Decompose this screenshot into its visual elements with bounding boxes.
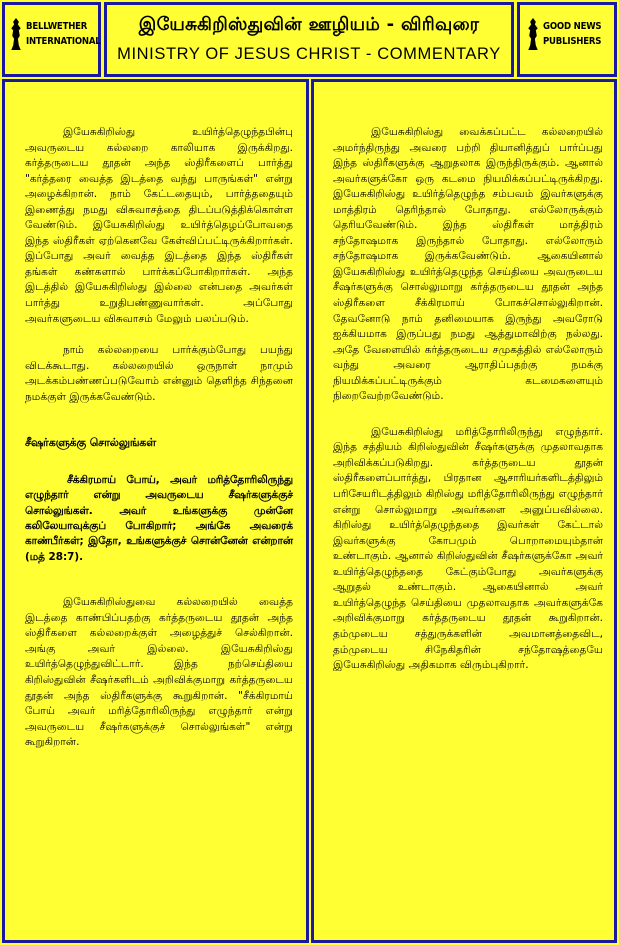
right-paragraph-2: இயேசுகிறிஸ்து மரித்தோரிலிருந்து எழுந்தார். இந்த சத்தியம் கிறிஸ்துவின் சீஷர்களுக்கு முதலாவதாக அறிவிக்கப்படுகிறது. கர்த்தருடைய தூதன் ஸ்திரீகளைப்பார்த்து, பிரதான ஆசாரியர்களிடத்திலும் பரிசேயரிடத்திலும் கிறிஸ்து மரித்தோரிலிருந்து எழுந்தார் என்று சொல்லுமாறு அவர்களை அனுப்பவில்லை. கிறிஸ்து உயிர்த்தெழுந்ததை இவர்கள் கேட்டால் இவர்களுக்கு கோபமும் பொறாமையும்தான் உண்டாகும். ஆனால் கிறிஸ்துவின் சீஷர்களுக்கோ அவர் உயிர்த்தெழுந்ததை கேட்கும்போது அவர்களுக்கு ஆறுதல் உண்டாகும். ஆகையினால் அவர் உயிர்த்தெழுந்த செய்தியை முதலாவதாக அவர்களுக்கே அறிவிக்குமாறு கர்த்தருடைய தூதன் கூறுகிறான். தம்முடைய சத்துருக்களின் அவமானத்தைவிட, தம்முடைய சிநேகிதரின் சந்தோஷத்தையே இயேசுகிறிஸ்து அதிகமாக விரும்புகிறார். [333, 425, 603, 672]
good-news-logo [526, 17, 601, 51]
right-logo-line1: GOOD NEWS [543, 21, 602, 32]
left-logo-line2: INTERNATIONAL [26, 36, 101, 47]
title-tamil: இயேசுகிறிஸ்துவின் ஊழியம் - விரிவுரை [138, 14, 480, 35]
left-logo-line1: BELLWETHER [26, 21, 88, 32]
right-column-text [333, 125, 603, 674]
left-column [2, 79, 309, 943]
left-logo-box [2, 2, 101, 77]
left-column-text [25, 125, 293, 751]
title-box [104, 2, 514, 77]
left-paragraph-2: நாம் கல்லறையை பார்க்கும்போது பயந்து விடக்கூடாது. கல்லறையில் ஒருநாள் நாமும் அடக்கம்பண்ணப்படுவோம் என்னும் தெளிந்த சிந்தனை நமக்குள் இருக்கவேண்டும். [25, 344, 293, 403]
right-logo-line2: PUBLISHERS [543, 36, 602, 47]
scripture-quote: சீக்கிரமாய் போய், அவர் மரித்தோரிலிருந்து எழுந்தார் என்று அவருடைய சீஷர்களுக்குச் சொல்லுங்கள். அவர் உங்களுக்கு முன்னே கலிலேயாவுக்குப் போகிறார்; அங்கே அவரைக் காண்பீர்கள்; இதோ, உங்களுக்குச் சொன்னேன் என்றான் (மத் 28:7). [25, 473, 293, 563]
right-logo-box [517, 2, 617, 77]
bellwether-logo [9, 17, 101, 51]
right-paragraph-1: இயேசுகிறிஸ்து வைக்கப்பட்ட கல்லறையில் அமர்ந்திருந்து அவரை பற்றி தியானித்துப் பார்ப்பது இந்த ஸ்திரீகளுக்கு ஆறுதலாக இருந்திருக்கும். ஆனால் அவர்களுக்கோ ஒரு கடமை நியமிக்கப்பட்டிருக்கிறது. இயேசுகிறிஸ்து உயிர்த்தெழுந்த சம்பவம் இவர்களுக்கு மாத்திரம் தெரிந்தால் போதாது. எல்லோருக்கும் தெரியவேண்டும். இந்த ஸ்திரீகள் மாத்திரம் சந்தோஷமாக இருந்தால் போதாது. எல்லோரும் சந்தோஷமாக இருக்கவேண்டும். ஆகையினால் இயேசுகிறிஸ்து உயிர்த்தெழுந்த செய்தியை அவருடைய சீஷர்களுக்கு சொல்லுமாறு கர்த்தருடைய தூதன் அந்த ஸ்திரீகளை சீக்கிரமாய் போகச்சொல்லுகிறான். தேவனோடு நாம் தனிமையாக இருந்து அவரோடு ஐக்கியமாக இருப்பது நமது ஆத்துமாவிற்கு நல்லது. அதே வேளையில் கர்த்தருடைய சமுகத்தில் எல்லோரும் வந்து அவரை ஆராதிப்பதற்கு நமக்கு நியமிக்கப்பட்டிருக்கும் கடமைகளையும் நிறைவேற்றவேண்டும். [333, 126, 603, 403]
left-paragraph-3: இயேசுகிறிஸ்துவை கல்லறையில் வைத்த இடத்தை காண்பிப்பதற்கு கர்த்தருடைய தூதன் அந்த ஸ்திரீகளை கல்லறைக்குள் அழைத்துச் செல்கிறான். அங்கு அவர் இல்லை. இயேசுகிறிஸ்து உயிர்த்தெழுந்துவிட்டார். இந்த நற்செய்தியை கிறிஸ்துவின் சீஷர்களிடம் அறிவிக்குமாறு கர்த்தருடைய தூதன் அந்த ஸ்திரீகளுக்கு கூறுகிறான். "சீக்கிரமாய் போய் அவர் மரித்தோரிலிருந்து எழுந்தார் என்று அவருடைய சீஷர்களுக்குச் சொல்லுங்கள்" என்று கூறுகிறான். [25, 596, 293, 749]
title-english: MINISTRY OF JESUS CHRIST - COMMENTARY [117, 45, 501, 63]
right-column [311, 79, 617, 943]
left-paragraph-1: இயேசுகிறிஸ்து உயிர்த்தெழுந்தபின்பு அவருடைய கல்லறை காலியாக இருக்கிறது. கர்த்தருடைய தூதன் அந்த ஸ்திரீகளைப் பார்த்து "கர்த்தரை வைத்த இடத்தை வந்து பாருங்கள்" என்று அழைக்கிறான். நாம் கேட்டதையும், பார்த்ததையும் இணைத்து நமது விசுவாசத்தை திடப்படுத்திக்கொள்ள வேண்டும். இயேசுகிறிஸ்து உயிர்த்தெழப்போவதை இந்த ஸ்திரீகள் ஏற்கெனவே கேள்விப்பட்டிருக்கிறார்கள். இப்போது அவர் வைத்த இடத்தை இந்த ஸ்திரீகள் தங்கள் கண்களால் பார்க்கப்போகிறார்கள். அந்த இடத்தில் இயேசுகிறிஸ்து இல்லை என்பதை அவர்கள் பார்த்து உறுதிபண்ணுவார்கள். அப்போது அவர்களுடைய விசுவாசம் மேலும் பலப்படும். [25, 126, 293, 325]
bellwether-ram-icon [9, 17, 23, 51]
section-heading: சீஷர்களுக்கு சொல்லுங்கள் [25, 436, 156, 450]
good-news-figure-icon [526, 17, 540, 51]
